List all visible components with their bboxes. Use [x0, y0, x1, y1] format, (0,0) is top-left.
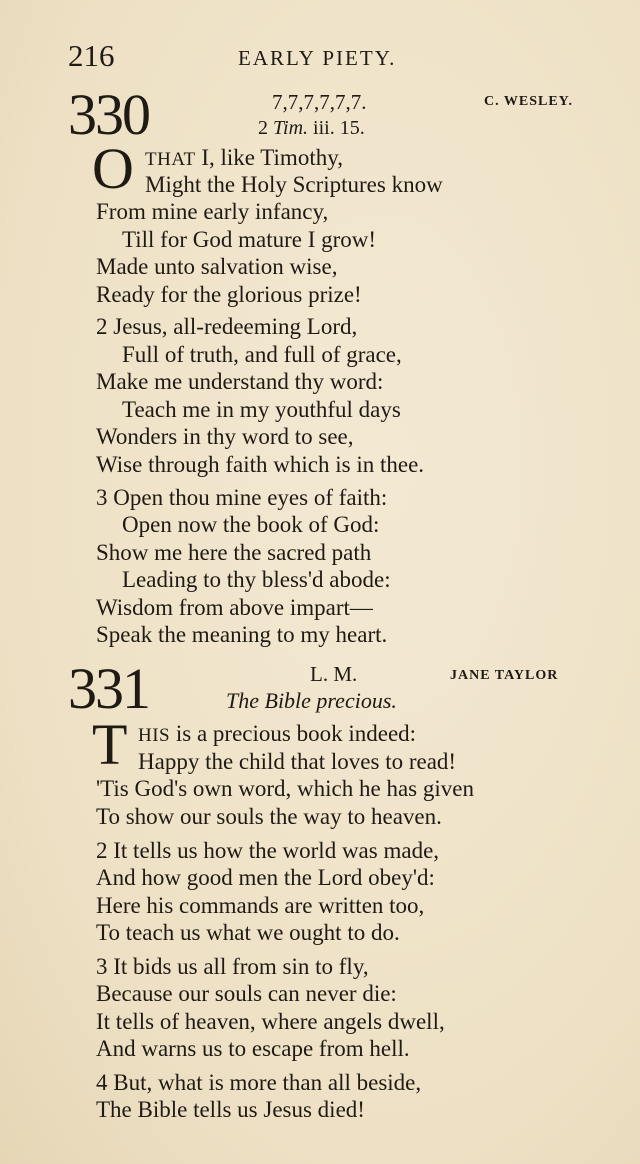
- reference-chapter-prefix: 2: [258, 117, 268, 139]
- verse-line: Teach me in my youthful days: [122, 397, 401, 422]
- verse-line: And warns us to escape from hell.: [96, 1036, 410, 1061]
- drop-cap: O: [92, 136, 134, 201]
- drop-cap: T: [92, 712, 128, 777]
- verse-line: Made unto salvation wise,: [96, 254, 338, 279]
- verse-line: Open now the book of God:: [122, 512, 380, 537]
- verse-line: Speak the meaning to my heart.: [96, 622, 388, 647]
- reference-book: Tim.: [273, 117, 309, 139]
- verse-line: 3 Open thou mine eyes of faith:: [96, 485, 388, 510]
- verse-line-first: THAT I, like Timothy,: [145, 145, 343, 170]
- running-head: EARLY PIETY.: [238, 46, 397, 70]
- hymn-number: 330: [68, 82, 149, 147]
- hymn-meter: 7,7,7,7,7,7.: [272, 90, 367, 114]
- reference-verse: iii. 15.: [313, 117, 365, 139]
- page-header: [68, 38, 628, 78]
- first-word: HIS: [138, 725, 171, 746]
- hymn-author: C. WESLEY.: [484, 94, 573, 109]
- verse-line: Full of truth, and full of grace,: [122, 342, 402, 367]
- verse-line: Wonders in thy word to see,: [96, 424, 354, 449]
- hymn-number: 331: [68, 656, 149, 721]
- scripture-reference: [258, 117, 365, 140]
- hymn-subtitle: The Bible precious.: [226, 688, 397, 713]
- verse-line: 3 It bids us all from sin to fly,: [96, 954, 369, 979]
- verse-line: Till for God mature I grow!: [122, 227, 377, 252]
- verse-line: Make me understand thy word:: [96, 369, 384, 394]
- verse-line: Wisdom from above impart—: [96, 595, 373, 620]
- verse-line: And how good men the Lord obey'd:: [96, 865, 435, 890]
- page-number: 216: [68, 38, 115, 73]
- verse-line: It tells of heaven, where angels dwell,: [96, 1009, 445, 1034]
- verse-line: The Bible tells us Jesus died!: [96, 1097, 365, 1122]
- verse-line: Might the Holy Scriptures know: [145, 172, 443, 197]
- first-word: THAT: [145, 149, 196, 170]
- verse-line: Here his commands are written too,: [96, 893, 425, 918]
- hymn-author: JANE TAYLOR: [450, 668, 559, 683]
- verse-line-first: HIS is a precious book indeed:: [138, 721, 417, 746]
- verse-line: To teach us what we ought to do.: [96, 920, 400, 945]
- verse-line: Because our souls can never die:: [96, 981, 397, 1006]
- verse-line: From mine early infancy,: [96, 199, 329, 224]
- verse-line: To show our souls the way to heaven.: [96, 804, 442, 829]
- verse-line: 2 Jesus, all-redeeming Lord,: [96, 314, 358, 339]
- verse-line: Show me here the sacred path: [96, 540, 372, 565]
- verse-line: 'Tis God's own word, which he has given: [96, 776, 474, 801]
- verse-line: Leading to thy bless'd abode:: [122, 567, 391, 592]
- verse-line: Wise through faith which is in thee.: [96, 452, 425, 477]
- verse-line: 2 It tells us how the world was made,: [96, 838, 440, 863]
- verse-line: 4 But, what is more than all beside,: [96, 1070, 422, 1095]
- hymn-meter: L. M.: [310, 662, 358, 686]
- verse-line: Happy the child that loves to read!: [138, 749, 457, 774]
- verse-line: Ready for the glorious prize!: [96, 282, 362, 307]
